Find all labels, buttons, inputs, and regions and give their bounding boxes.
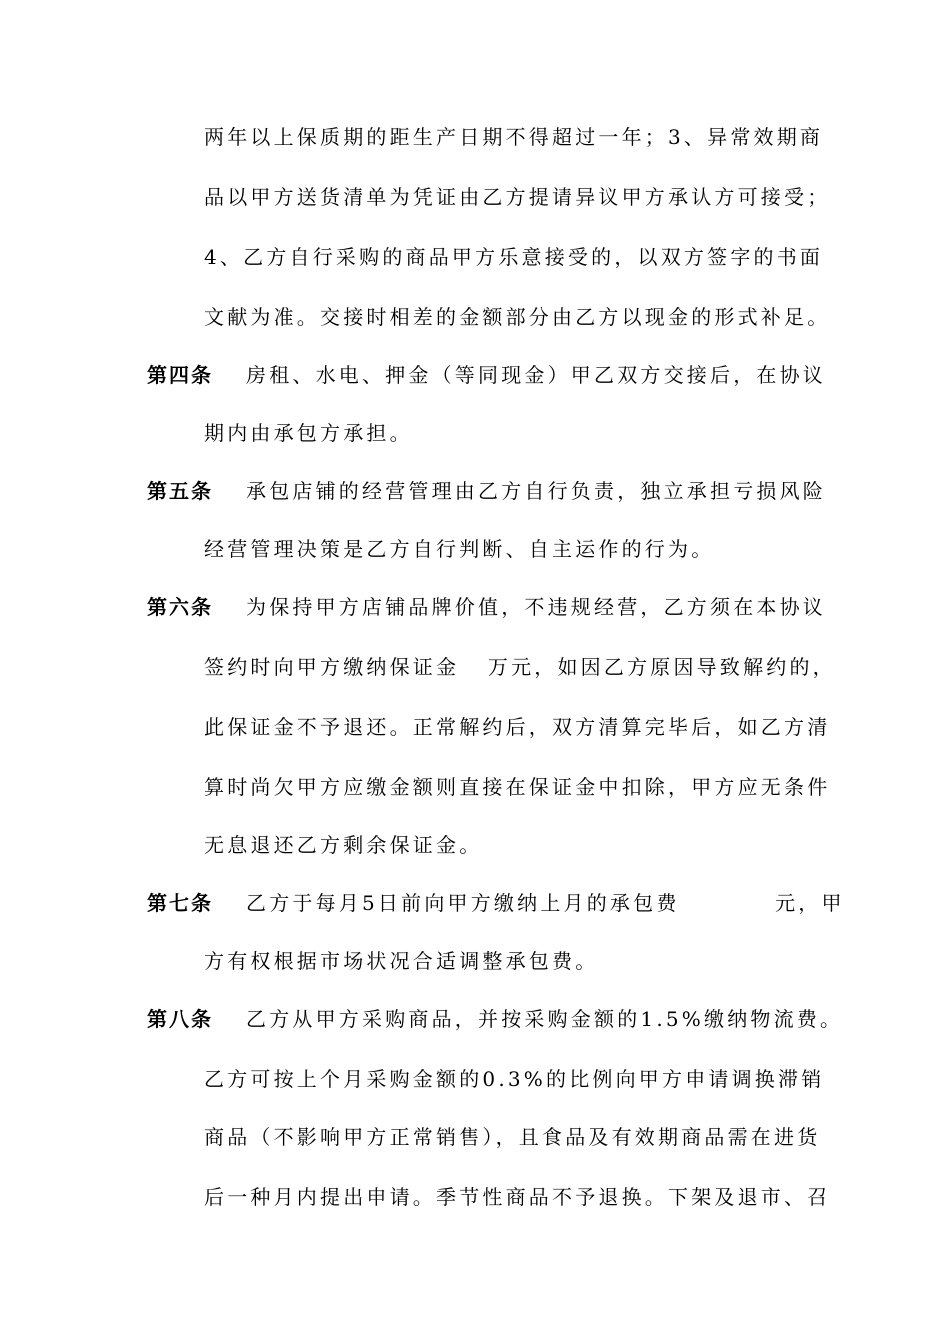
article-8-heading: 第八条: [147, 1007, 213, 1031]
article-6-text: 为保持甲方店铺品牌价值，不违规经营，乙方须在本协议: [246, 595, 826, 619]
article-5-heading: 第五条: [147, 479, 213, 503]
article-5-text: 承包店铺的经营管理由乙方自行负责，独立承担亏损风险: [246, 479, 826, 503]
text-line: 品以甲方送货清单为凭证由乙方提请异议甲方承认方可接受；: [204, 185, 831, 209]
article-5-text: 经营管理决策是乙方自行判断、自主运作的行为。: [204, 537, 715, 561]
article-6-text: 签约时向甲方缴纳保证金 万元，如因乙方原因导致解约的，: [204, 655, 836, 679]
article-6-heading: 第六条: [147, 595, 213, 619]
article-4-text: 期内由承包方承担。: [204, 421, 413, 445]
article-7-text: 方有权根据市场状况合适调整承包费。: [204, 949, 599, 973]
article-4-text: 房租、水电、押金（等同现金）甲乙双方交接后，在协议: [246, 363, 826, 387]
article-7-heading: 第七条: [147, 891, 213, 915]
article-6-text: 无息退还乙方剩余保证金。: [204, 833, 483, 857]
article-6-text: 算时尚欠甲方应缴金额则直接在保证金中扣除，甲方应无条件: [204, 775, 831, 799]
article-8-text: 乙方可按上个月采购金额的0.3%的比例向甲方申请调换滞销: [204, 1067, 825, 1091]
article-8-text: 商品（不影响甲方正常销售），且食品及有效期商品需在进货: [204, 1125, 821, 1149]
article-8-text: 乙方从甲方采购商品，并按采购金额的1.5%缴纳物流费。: [246, 1007, 844, 1031]
article-8-text: 后一种月内提出申请。季节性商品不予退换。下架及退市、召: [204, 1185, 831, 1209]
text-line: 4、乙方自行采购的商品甲方乐意接受的，以双方签字的书面: [204, 245, 824, 269]
article-7-text: 乙方于每月5日前向甲方缴纳上月的承包费 元，甲: [246, 891, 845, 915]
article-4-heading: 第四条: [147, 363, 213, 387]
text-line: 文献为准。交接时相差的金额部分由乙方以现金的形式补足。: [204, 305, 831, 329]
text-line: 两年以上保质期的距生产日期不得超过一年；3、异常效期商: [204, 125, 824, 149]
article-6-text: 此保证金不予退还。正常解约后，双方清算完毕后，如乙方清: [204, 715, 831, 739]
